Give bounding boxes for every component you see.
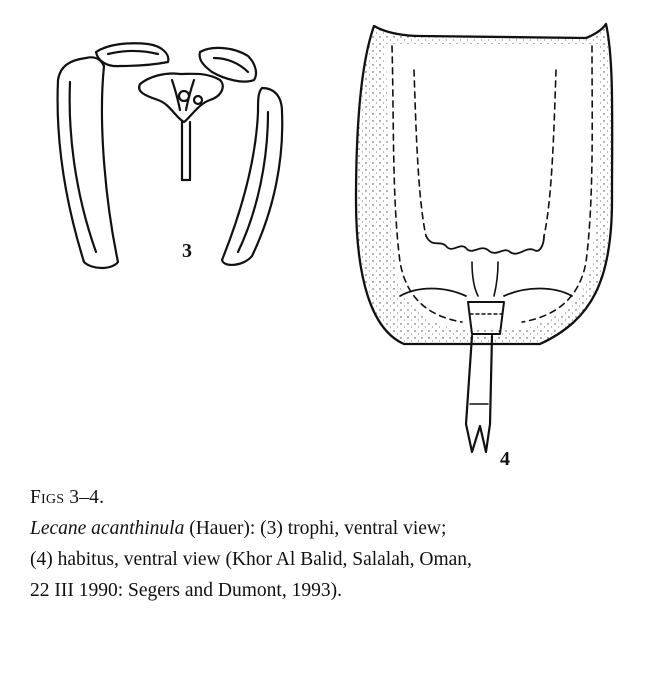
caption-heading: Figs 3–4. [30,487,105,508]
trophi-drawing [58,43,283,268]
figure-caption [30,482,630,606]
figure-number-3: 3 [182,240,192,262]
caption-line-1 [30,513,630,544]
habitus-drawing [356,24,612,452]
caption-line-3: 22 III 1990: Segers and Dumont, 1993). [30,580,342,601]
figure-number-4: 4 [500,448,510,470]
caption-line-1-text: (Hauer): (3) trophi, ventral view; [184,518,447,539]
species-name: Lecane acanthinula [30,518,185,539]
caption-line-2: (4) habitus, ventral view (Khor Al Balid, Salalah, Oman, [30,549,472,570]
